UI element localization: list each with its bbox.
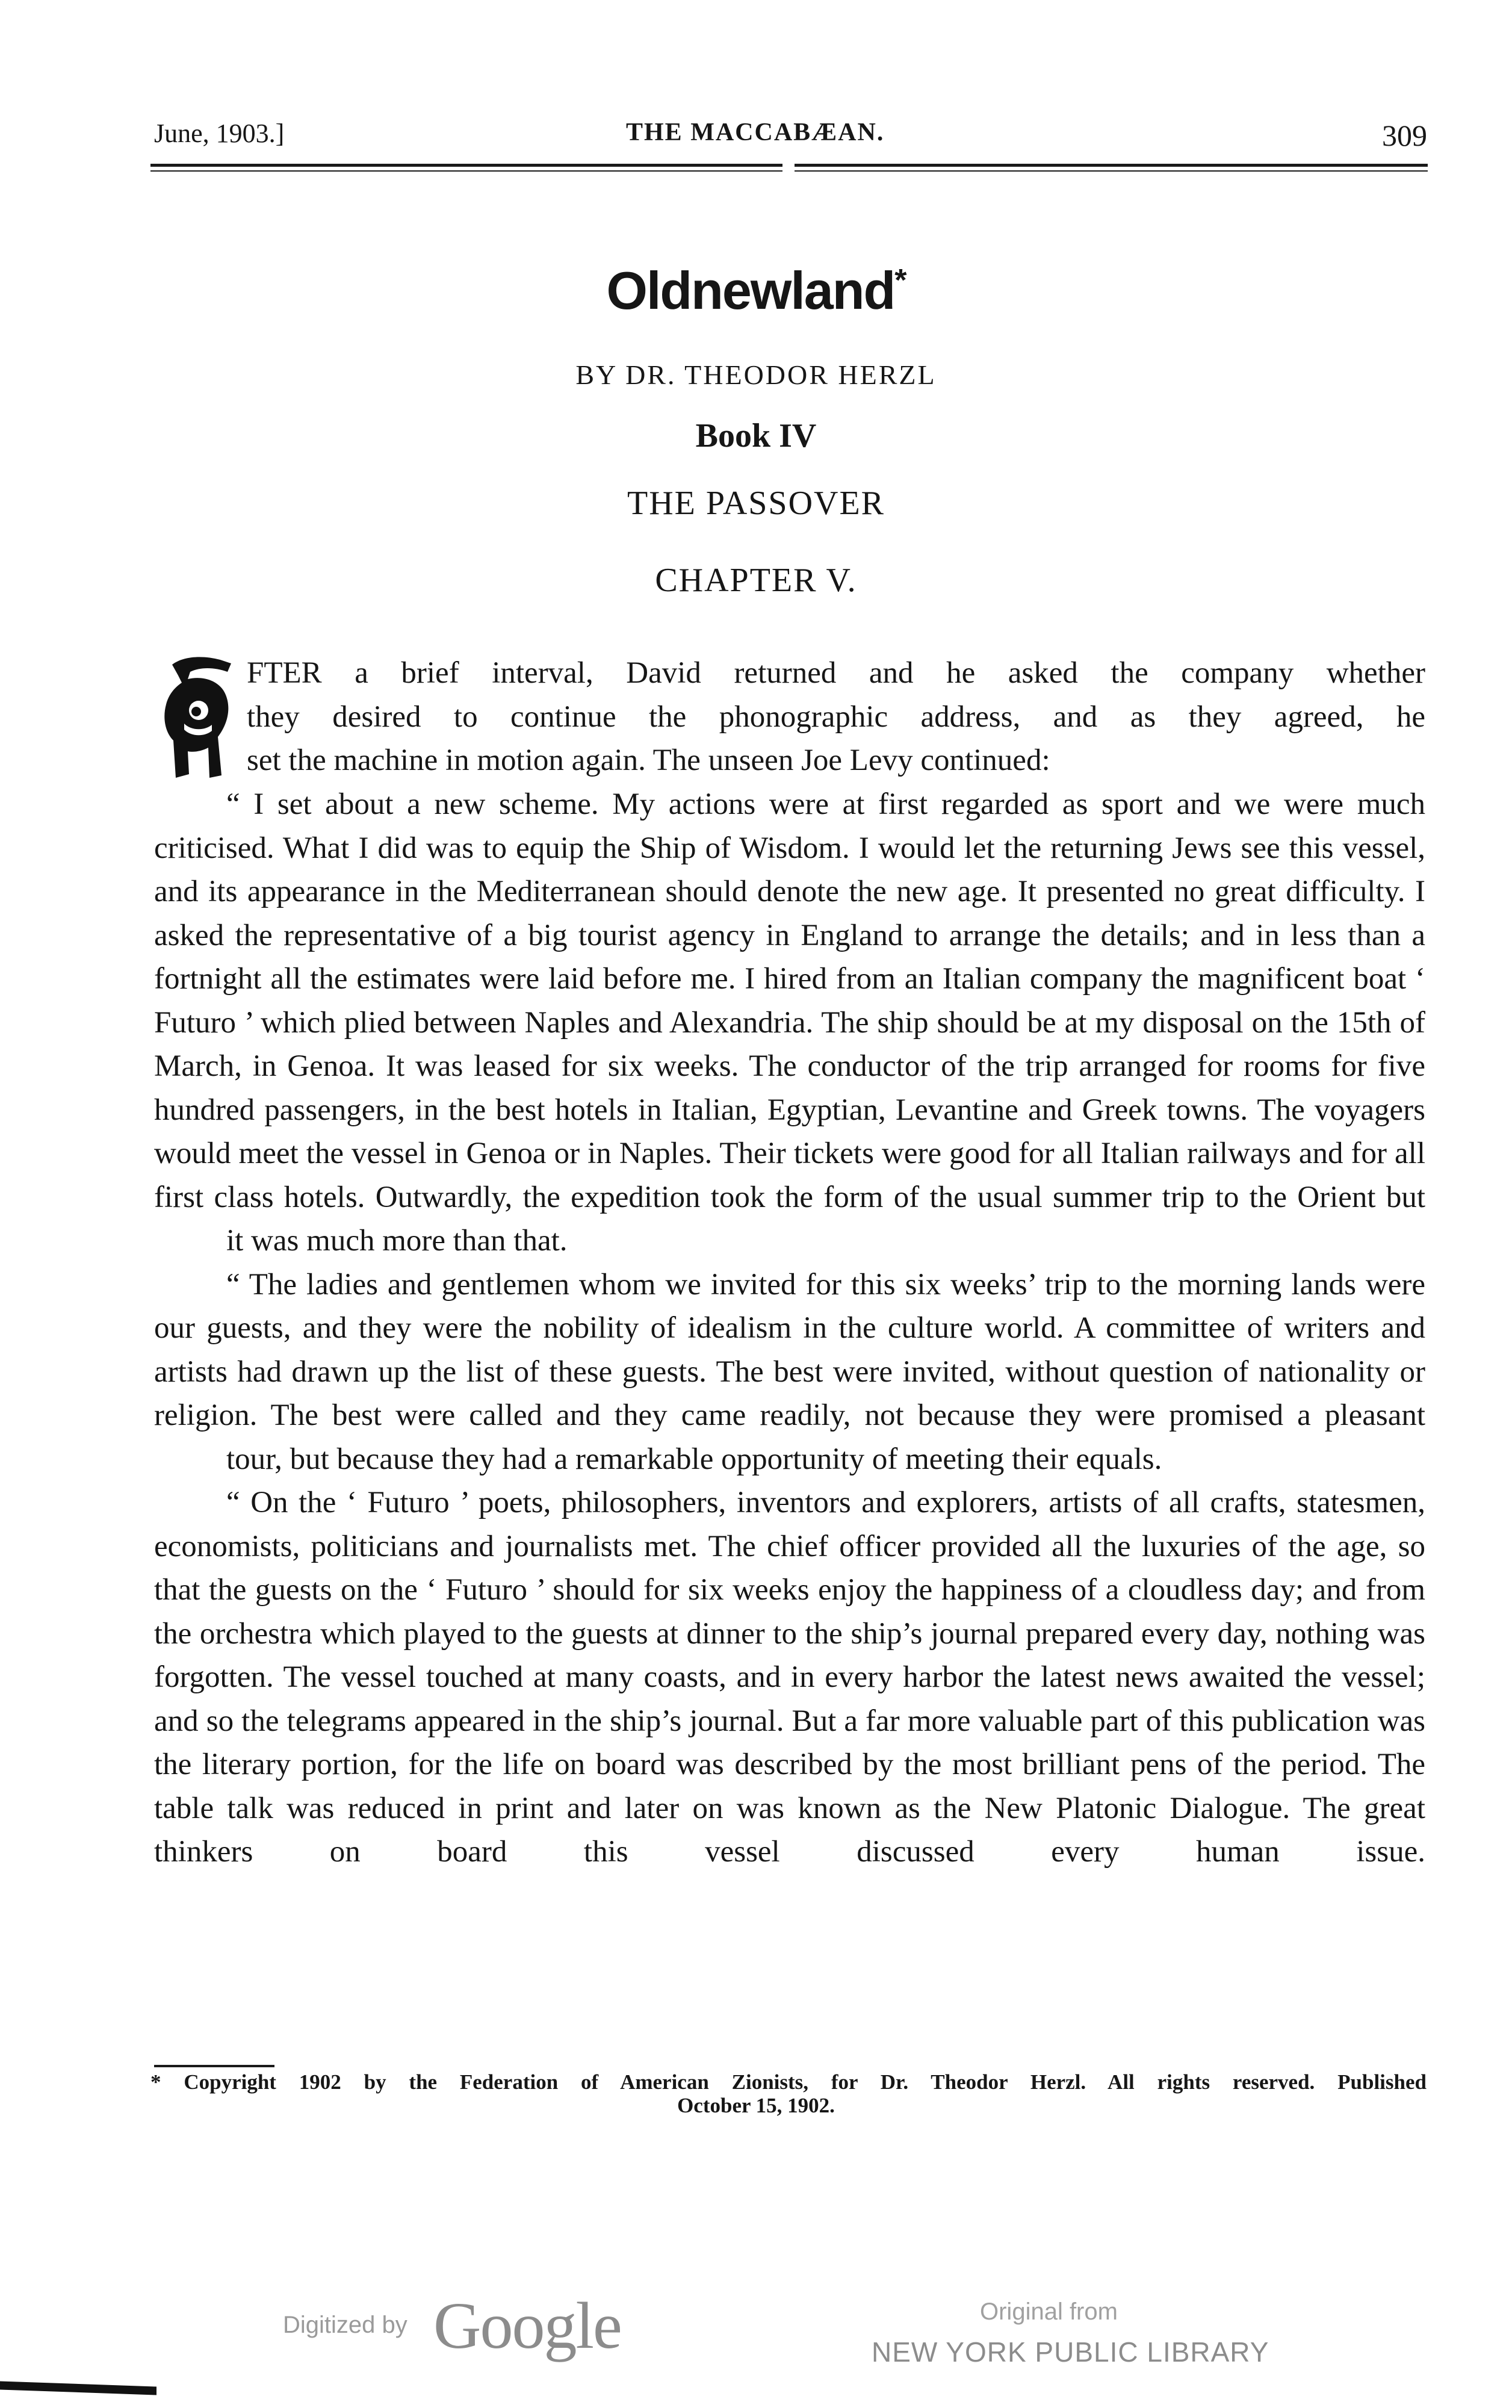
- journal-title: THE MACCABÆAN.: [626, 119, 885, 146]
- paragraph-4: [154, 1481, 1425, 1874]
- paragraph-3-last-line: tour, but because they had a remarkable opportunity of meeting their equals.: [226, 1442, 1162, 1476]
- author-name: THEODOR HERZL: [684, 359, 937, 390]
- header-rule: [150, 164, 782, 167]
- header-rule-thin: [150, 170, 782, 172]
- paragraph-1-line-3: set the machine in motion again. The unseen Joe Levy continued:: [247, 743, 1050, 777]
- drop-cap-glyph: [154, 651, 244, 783]
- paragraph-3: [154, 1263, 1425, 1482]
- article-body: [154, 651, 1425, 1874]
- header-rule: [795, 164, 1428, 167]
- byline: [0, 359, 1512, 391]
- paragraph-2: [154, 783, 1425, 1263]
- copyright-footnote-date: October 15, 1902.: [677, 2094, 835, 2117]
- header-rule-thin: [795, 170, 1428, 172]
- paragraph-1: [154, 651, 1425, 783]
- article-title: [0, 260, 1512, 321]
- issue-date: June, 1903.]: [154, 119, 285, 148]
- byline-dr: DR.: [625, 359, 677, 390]
- part-heading: THE PASSOVER: [627, 485, 885, 522]
- paragraph-3-text: “ The ladies and gentlemen whom we invited for this six weeks’ trip to the morning lands were our guests, and they were the nobility of idealism in the culture world. A committee of writers and artists had drawn up the list of these guests. The best were invited, without question of nationality or religion. The best were called and they came readily, not because they were promised a pleasant: [154, 1267, 1425, 1432]
- running-head: [0, 118, 1512, 154]
- paragraph-1-line-1: FTER a brief interval, David returned and he asked the company whether: [247, 656, 1425, 690]
- paragraph-2-last-line: it was much more than that.: [226, 1224, 568, 1258]
- page-number: 309: [1382, 119, 1427, 152]
- book-heading: Book IV: [695, 417, 817, 455]
- paragraph-4-text: “ On the ‘ Futuro ’ poets, philosophers, inventors and explorers, artists of all crafts, statesmen, economists, politicians and journalists met. The chief officer provided all the luxuries of the age, so that the guests on the ‘ Futuro ’ should for six weeks enjoy the happiness of a cloudless day; and from the orchestra which played to the guests at dinner to the ship’s journal prepared every day, nothing was forgotten. The vessel touched at many coasts, and in every harbor the latest news awaited the vessel; and so the telegrams appeared in the ship’s journal. But a far more valuable part of this publication was the literary portion, for the life on board was described by the most brilliant pens of the period. The table talk was reduced in print and later on was known as the New Platonic Dialogue. The great thinkers on board this vessel discussed every human issue.: [154, 1486, 1425, 1869]
- byline-by: BY: [575, 359, 617, 390]
- article-title-text: Oldnewland: [606, 261, 895, 320]
- google-logo: Google: [433, 2289, 621, 2362]
- footnote-marker: *: [894, 263, 906, 298]
- paragraph-1-line-2: they desired to continue the phonographic address, and as they agreed, he: [247, 700, 1425, 734]
- copyright-footnote: * Copyright 1902 by the Federation of American Zionists, for Dr. Theodor Herzl. All rights reserved. Published: [150, 2070, 1427, 2094]
- digitized-by-label: Digitized by: [283, 2312, 407, 2338]
- library-name: NEW YORK PUBLIC LIBRARY: [872, 2336, 1269, 2368]
- original-from-label: Original from: [980, 2298, 1118, 2325]
- paragraph-2-text: “ I set about a new scheme. My actions were at first regarded as sport and we were much criticised. What I did was to equip the Ship of Wisdom. I would let the returning Jews see this vessel, and its appearance in the Mediterranean should denote the new age. It presented no great difficulty. I asked the representative of a big tourist agency in England to arrange the details; and in less than a fortnight all the estimates were laid before me. I hired from an Italian company the magnificent boat ‘ Futuro ’ which plied between Naples and Alexandria. The ship should be at my disposal on the 15th of March, in Genoa. It was leased for six weeks. The conductor of the trip arranged for rooms for five hundred passengers, in the best hotels in Italian, Egyptian, Levantine and Greek towns. The voyagers would meet the vessel in Genoa or in Naples. Their tickets were good for all Italian railways and for all first class hotels. Outwardly, the expedition took the form of the usual summer trip to the Orient but: [154, 787, 1425, 1214]
- footnote-rule: [154, 2065, 274, 2067]
- ornamental-initial-a-icon: [154, 651, 244, 783]
- chapter-heading: CHAPTER V.: [655, 562, 857, 599]
- scan-edge-mark: [0, 2381, 156, 2395]
